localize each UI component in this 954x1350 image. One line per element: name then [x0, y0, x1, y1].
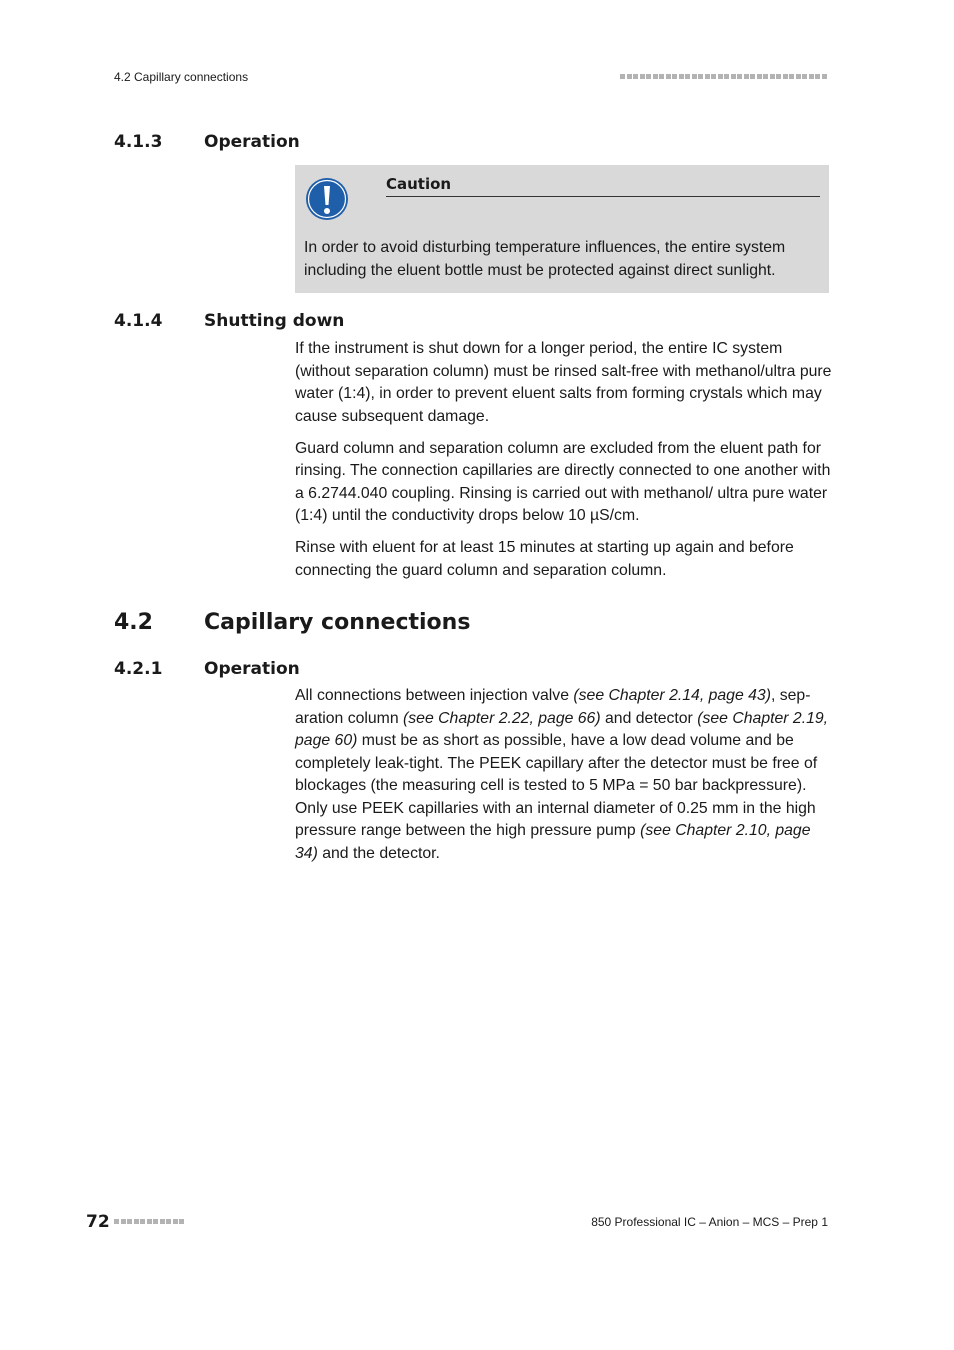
text-run: and the detector. [317, 844, 440, 862]
exclamation-circle-icon [305, 177, 349, 221]
heading-title: Operation [204, 659, 300, 679]
shutting-down-body [295, 338, 835, 592]
text-run: must be as short as possible, have a low dead volume and be completely leak-tight. The PEEK capillary after the detector must be free of blockages (the measuring cell is tested to 5 MPa = 50 bar backpressure). Only use PEEK capillaries with an internal diameter of 0.25 mm in the high pressure range between the high pressure pump [295, 732, 818, 839]
caution-text: In order to avoid disturbing temperature influences, the entire system including the eluent bottle must be protected against direct sunlight. [304, 239, 786, 279]
capillary-operation-body [295, 685, 835, 875]
heading-number: 4.1.4 [114, 311, 163, 331]
heading-title: Shutting down [204, 311, 345, 331]
footer-decoration-dots [114, 1219, 184, 1224]
paragraph: Rinse with eluent for at least 15 minutes at starting up again and before connecting the guard column and separation column. [295, 539, 794, 579]
paragraph: If the instrument is shut down for a longer period, the entire IC system (without separation column) must be rinsed salt-free with methanol/ultra pure water (1:4), in order to prevent eluent salts from forming crystals which may cause subsequent damage. [295, 340, 832, 425]
footer-document-title: 850 Professional IC – Anion – MCS – Prep 1 [591, 1215, 828, 1229]
page-number: 72 [86, 1212, 110, 1232]
caution-box [295, 165, 829, 293]
caution-divider [386, 196, 820, 197]
text-run: , separation column [295, 687, 811, 727]
cross-reference-link[interactable]: (see Chapter 2.22, page 66) [403, 709, 601, 727]
heading-number: 4.1.3 [114, 132, 163, 152]
heading-number: 4.2.1 [114, 659, 163, 679]
cross-reference-link[interactable]: (see Chapter 2.19, page 60) [295, 709, 829, 749]
heading-title: Operation [204, 132, 300, 152]
heading-4-2 [114, 610, 614, 640]
running-header: 4.2 Capillary connections [114, 70, 249, 84]
heading-4-2-1 [114, 659, 414, 681]
paragraph [295, 685, 835, 865]
header-decoration-dots [620, 74, 827, 79]
heading-title: Capillary connections [204, 610, 471, 635]
text-run: All connections between injection valve [295, 687, 574, 704]
heading-4-1-4 [114, 311, 514, 333]
heading-number: 4.2 [114, 610, 153, 635]
cross-reference-link[interactable]: (see Chapter 2.14, page 43) [573, 687, 771, 704]
cross-reference-link[interactable]: (see Chapter 2.10, page 34) [295, 822, 811, 862]
caution-title: Caution [386, 175, 452, 193]
heading-4-1-3 [114, 132, 414, 154]
text-run: and detector [600, 709, 698, 727]
paragraph: Guard column and separation column are excluded from the eluent path for rinsing. The connection capillaries are directly connected to one another with a 6.2744.040 coupling. Rinsing is carried out with methanol/ ultra pure water (1:4) until the conductivity drops below 10 µS/cm. [295, 439, 831, 524]
